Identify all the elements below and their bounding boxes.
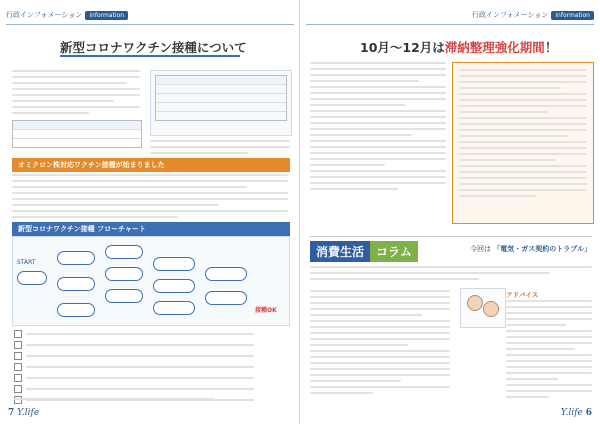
- tax-title-end: ！: [544, 40, 558, 55]
- flow-end: 接種OK: [255, 307, 277, 314]
- vaccine-band-text: [12, 174, 288, 222]
- left-header-badge: information: [85, 11, 128, 20]
- vaccine-band: オミクロン株対応ワクチン接種が始まりました: [12, 158, 290, 172]
- consumer-title-b: コラム: [370, 241, 418, 262]
- advice-heading: アドバイス: [506, 291, 539, 299]
- checklist-item: [14, 341, 254, 349]
- vaccine-title-underline: [60, 55, 240, 57]
- consumer-illustration: [460, 288, 506, 328]
- flow-node-9: [153, 279, 195, 293]
- right-header-badge: information: [551, 11, 594, 20]
- flow-node-8: [153, 257, 195, 271]
- vaccine-intro-text: [12, 70, 140, 118]
- checklist-item: [14, 330, 254, 338]
- flow-node-3: [57, 277, 95, 291]
- checklist-item: [14, 374, 254, 382]
- left-footer: [8, 408, 39, 418]
- vaccine-title: 新型コロナワクチン接種について: [60, 40, 247, 55]
- right-page: [300, 0, 600, 424]
- flow-node-7: [105, 289, 143, 303]
- person-icon: [483, 301, 499, 317]
- right-footer: [561, 408, 592, 418]
- right-header-rule: [306, 24, 594, 25]
- right-brand: Y.life: [560, 408, 583, 418]
- omicron-notes: [150, 140, 290, 158]
- checklist-item: [14, 352, 254, 360]
- consumer-topic-lead: 今回は: [470, 245, 491, 253]
- flow-start: START: [17, 259, 36, 266]
- tax-notes-text: [459, 69, 587, 201]
- flowchart-band: 新型コロナワクチン接種 フローチャート: [12, 222, 290, 236]
- left-header-rule: [6, 24, 294, 25]
- vaccine-checklist: [14, 330, 254, 407]
- checklist-item: [14, 363, 254, 371]
- consumer-case-text: [310, 290, 450, 398]
- flow-node-6: [105, 267, 143, 281]
- vaccine-contact: [14, 398, 214, 404]
- tax-body-text: [310, 62, 446, 194]
- right-header-label: 行政インフォメーション: [471, 11, 549, 19]
- omicron-schedule-table: [155, 75, 287, 121]
- flow-node-10: [153, 301, 195, 315]
- tax-notes-box: [452, 62, 594, 224]
- flow-node-1: [17, 271, 47, 285]
- left-page-number: 7: [8, 408, 15, 418]
- flow-node-5: [105, 245, 143, 259]
- consumer-topic-title: 「電気・ガス契約のトラブル」: [493, 245, 591, 253]
- right-page-number: 6: [585, 408, 592, 418]
- consumer-intro: [310, 266, 592, 284]
- flow-node-4: [57, 303, 95, 317]
- flow-node-11: [205, 267, 247, 281]
- tax-title-highlight: 滞納整理強化期間: [444, 40, 545, 55]
- person-icon: [467, 295, 483, 311]
- left-brand: Y.life: [17, 408, 40, 418]
- vaccine-interval-table: [12, 120, 142, 148]
- consumer-topic: [470, 244, 591, 254]
- flow-node-2: [57, 251, 95, 265]
- vaccine-flowchart: [12, 236, 290, 326]
- left-header-label: 行政インフォメーション: [6, 11, 83, 19]
- right-header: [472, 8, 594, 22]
- omicron-schedule-box: [150, 70, 292, 136]
- left-header: [6, 8, 128, 22]
- tax-title: [360, 38, 557, 56]
- checklist-item: [14, 385, 254, 393]
- advice-text: [506, 300, 592, 402]
- tax-title-dates: 10月〜12月は: [360, 40, 445, 55]
- consumer-rule: [310, 236, 592, 237]
- consumer-column-title: [310, 241, 418, 262]
- flow-node-12: [205, 291, 247, 305]
- consumer-title-a: 消費生活: [310, 241, 370, 262]
